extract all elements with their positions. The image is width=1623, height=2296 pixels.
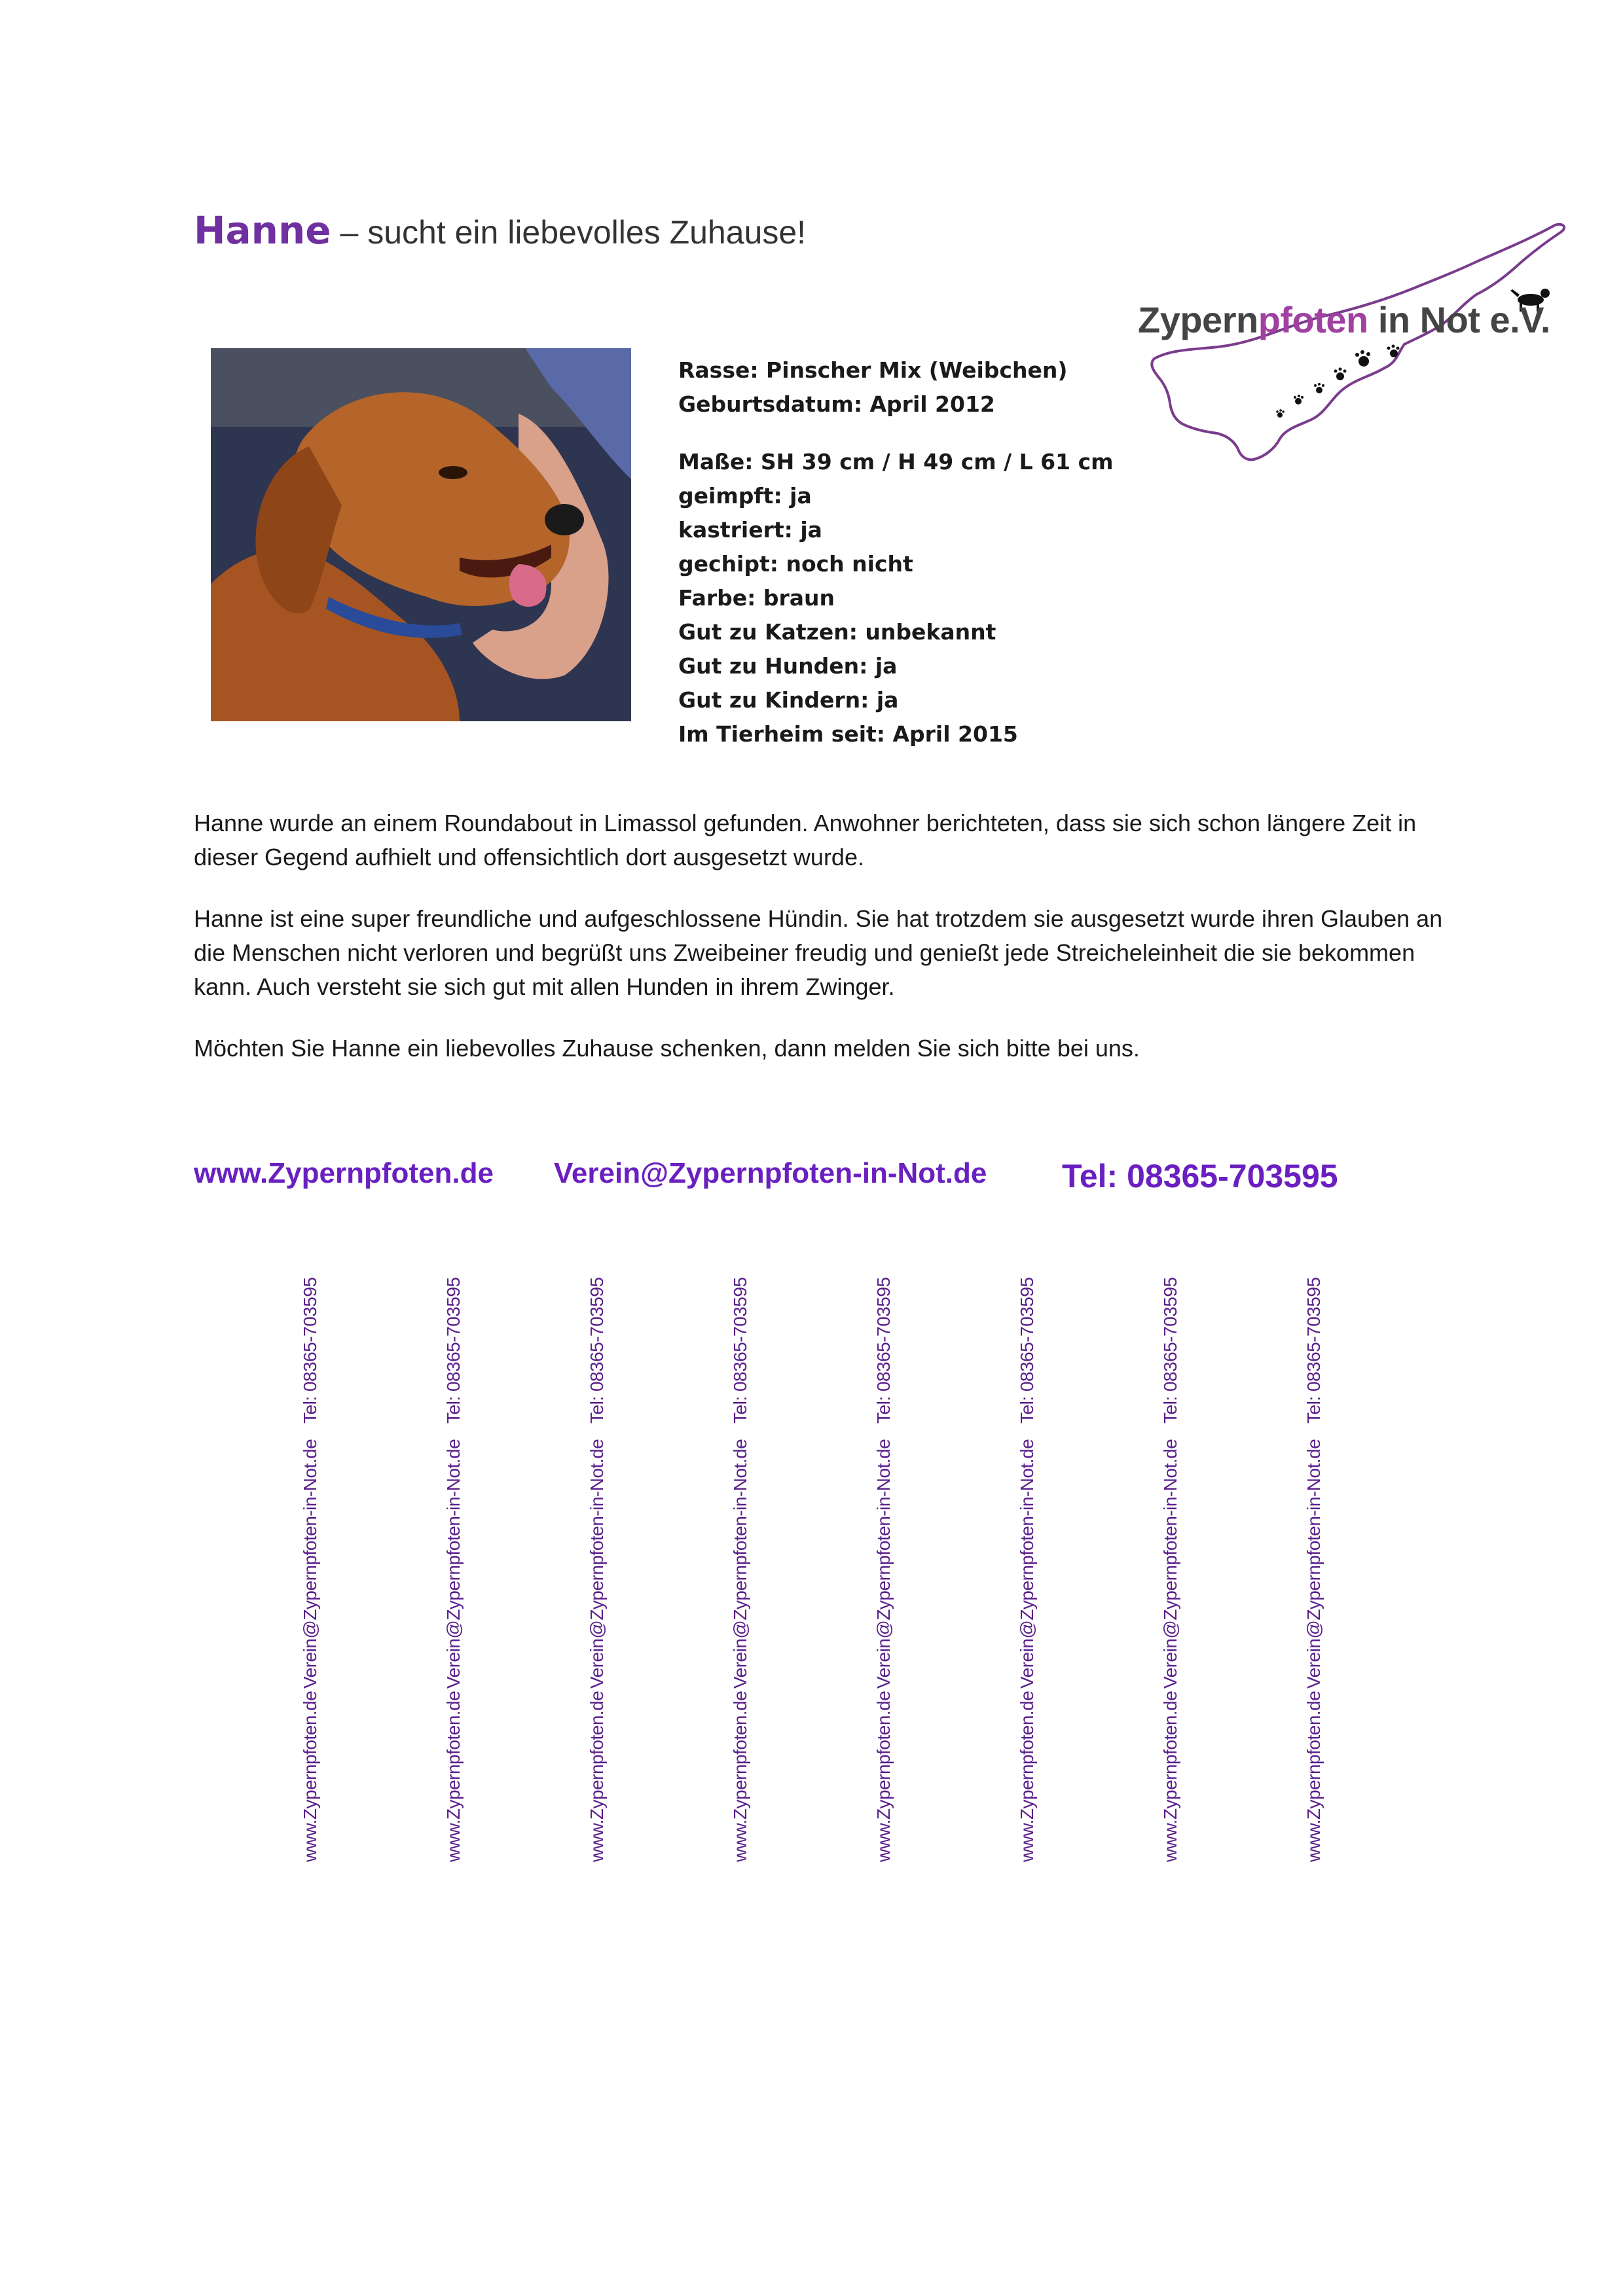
strip-email: Verein@Zypernpfoten-in-Not.de: [873, 1439, 894, 1689]
tear-off-strip[interactable]: [580, 1270, 619, 1878]
website-link[interactable]: www.Zypernpfoten.de: [194, 1157, 494, 1189]
description: [194, 806, 1457, 1093]
tear-off-strip[interactable]: [1297, 1270, 1336, 1878]
logo-part-2: pfoten: [1258, 299, 1368, 340]
strip-website: www.Zypernpfoten.de: [1017, 1691, 1037, 1862]
strip-website: www.Zypernpfoten.de: [443, 1691, 464, 1862]
strip-email: Verein@Zypernpfoten-in-Not.de: [300, 1439, 320, 1689]
strip-website: www.Zypernpfoten.de: [300, 1691, 320, 1862]
tear-off-strip[interactable]: [723, 1270, 763, 1878]
strip-phone: Tel: 08365-703595: [873, 1277, 894, 1424]
strip-phone: Tel: 08365-703595: [730, 1277, 750, 1424]
strip-email: Verein@Zypernpfoten-in-Not.de: [1160, 1439, 1180, 1689]
strip-website: www.Zypernpfoten.de: [1304, 1691, 1324, 1862]
logo-wordmark: [1138, 298, 1550, 341]
paragraph-character: Hanne ist eine super freundliche und aufgeschlossene Hündin. Sie hat trotzdem sie ausgesetzt wurde ihren Glauben an die Menschen nicht verloren und begrüßt uns Zweibeiner freudig und genießt jede Streicheleinheit die sie bekommen kann. Auch versteht sie sich gut mit allen Hunden in ihrem Zwinger.: [194, 905, 1443, 1000]
strip-email: Verein@Zypernpfoten-in-Not.de: [587, 1439, 607, 1689]
fact-good-with-kids: Gut zu Kindern: ja: [678, 687, 899, 713]
fact-shelter-since: Im Tierheim seit: April 2015: [678, 721, 1018, 747]
logo-part-1: Zypern: [1138, 299, 1258, 340]
logo-part-3: in Not e.V.: [1368, 299, 1550, 340]
strip-phone: Tel: 08365-703595: [587, 1277, 607, 1424]
strip-email: Verein@Zypernpfoten-in-Not.de: [1017, 1439, 1037, 1689]
fact-chipped: gechipt: noch nicht: [678, 551, 913, 577]
cyprus-map-icon: [1136, 216, 1575, 478]
strip-email: Verein@Zypernpfoten-in-Not.de: [730, 1439, 750, 1689]
dog-photo: [211, 348, 631, 721]
organization-logo: [1136, 216, 1575, 478]
strip-email: Verein@Zypernpfoten-in-Not.de: [443, 1439, 464, 1689]
fact-breed: Rasse: Pinscher Mix (Weibchen): [678, 357, 1068, 383]
paragraph-found: Hanne wurde an einem Roundabout in Limassol gefunden. Anwohner berichteten, dass sie sich schon längere Zeit in dieser Gegend aufhielt und offensichtlich dort ausgesetzt wurde.: [194, 810, 1417, 870]
strip-phone: Tel: 08365-703595: [1160, 1277, 1180, 1424]
page-title: [194, 204, 806, 259]
fact-color: Farbe: braun: [678, 585, 835, 611]
tear-off-strip[interactable]: [437, 1270, 476, 1878]
strip-website: www.Zypernpfoten.de: [730, 1691, 750, 1862]
fact-measurements: Maße: SH 39 cm / H 49 cm / L 61 cm: [678, 449, 1114, 475]
strip-email: Verein@Zypernpfoten-in-Not.de: [1304, 1439, 1324, 1689]
dog-facts: [678, 353, 1176, 751]
tear-off-strip[interactable]: [867, 1270, 906, 1878]
tear-off-strip[interactable]: [1010, 1270, 1049, 1878]
phone-number[interactable]: Tel: 08365-703595: [1062, 1158, 1338, 1194]
fact-vaccinated: geimpft: ja: [678, 483, 812, 509]
strip-website: www.Zypernpfoten.de: [1160, 1691, 1180, 1862]
strip-website: www.Zypernpfoten.de: [873, 1691, 894, 1862]
strip-phone: Tel: 08365-703595: [300, 1277, 320, 1424]
fact-neutered: kastriert: ja: [678, 517, 822, 543]
tear-off-strip[interactable]: [1154, 1270, 1193, 1878]
fact-good-with-dogs: Gut zu Hunden: ja: [678, 653, 898, 679]
strip-phone: Tel: 08365-703595: [1304, 1277, 1324, 1424]
tear-off-strip[interactable]: [293, 1270, 333, 1878]
strip-website: www.Zypernpfoten.de: [587, 1691, 607, 1862]
fact-birthdate: Geburtsdatum: April 2012: [678, 391, 995, 417]
email-link[interactable]: Verein@Zypernpfoten-in-Not.de: [554, 1157, 987, 1189]
dog-name: Hanne: [194, 208, 331, 253]
contact-line: [194, 1157, 1503, 1196]
strip-phone: Tel: 08365-703595: [443, 1277, 464, 1424]
fact-good-with-cats: Gut zu Katzen: unbekannt: [678, 619, 996, 645]
headline-tagline: – sucht ein liebevolles Zuhause!: [331, 214, 807, 251]
dog-portrait-icon: [211, 348, 631, 721]
paragraph-call-to-action: Möchten Sie Hanne ein liebevolles Zuhause schenken, dann melden Sie sich bitte bei uns.: [194, 1035, 1140, 1062]
strip-phone: Tel: 08365-703595: [1017, 1277, 1037, 1424]
